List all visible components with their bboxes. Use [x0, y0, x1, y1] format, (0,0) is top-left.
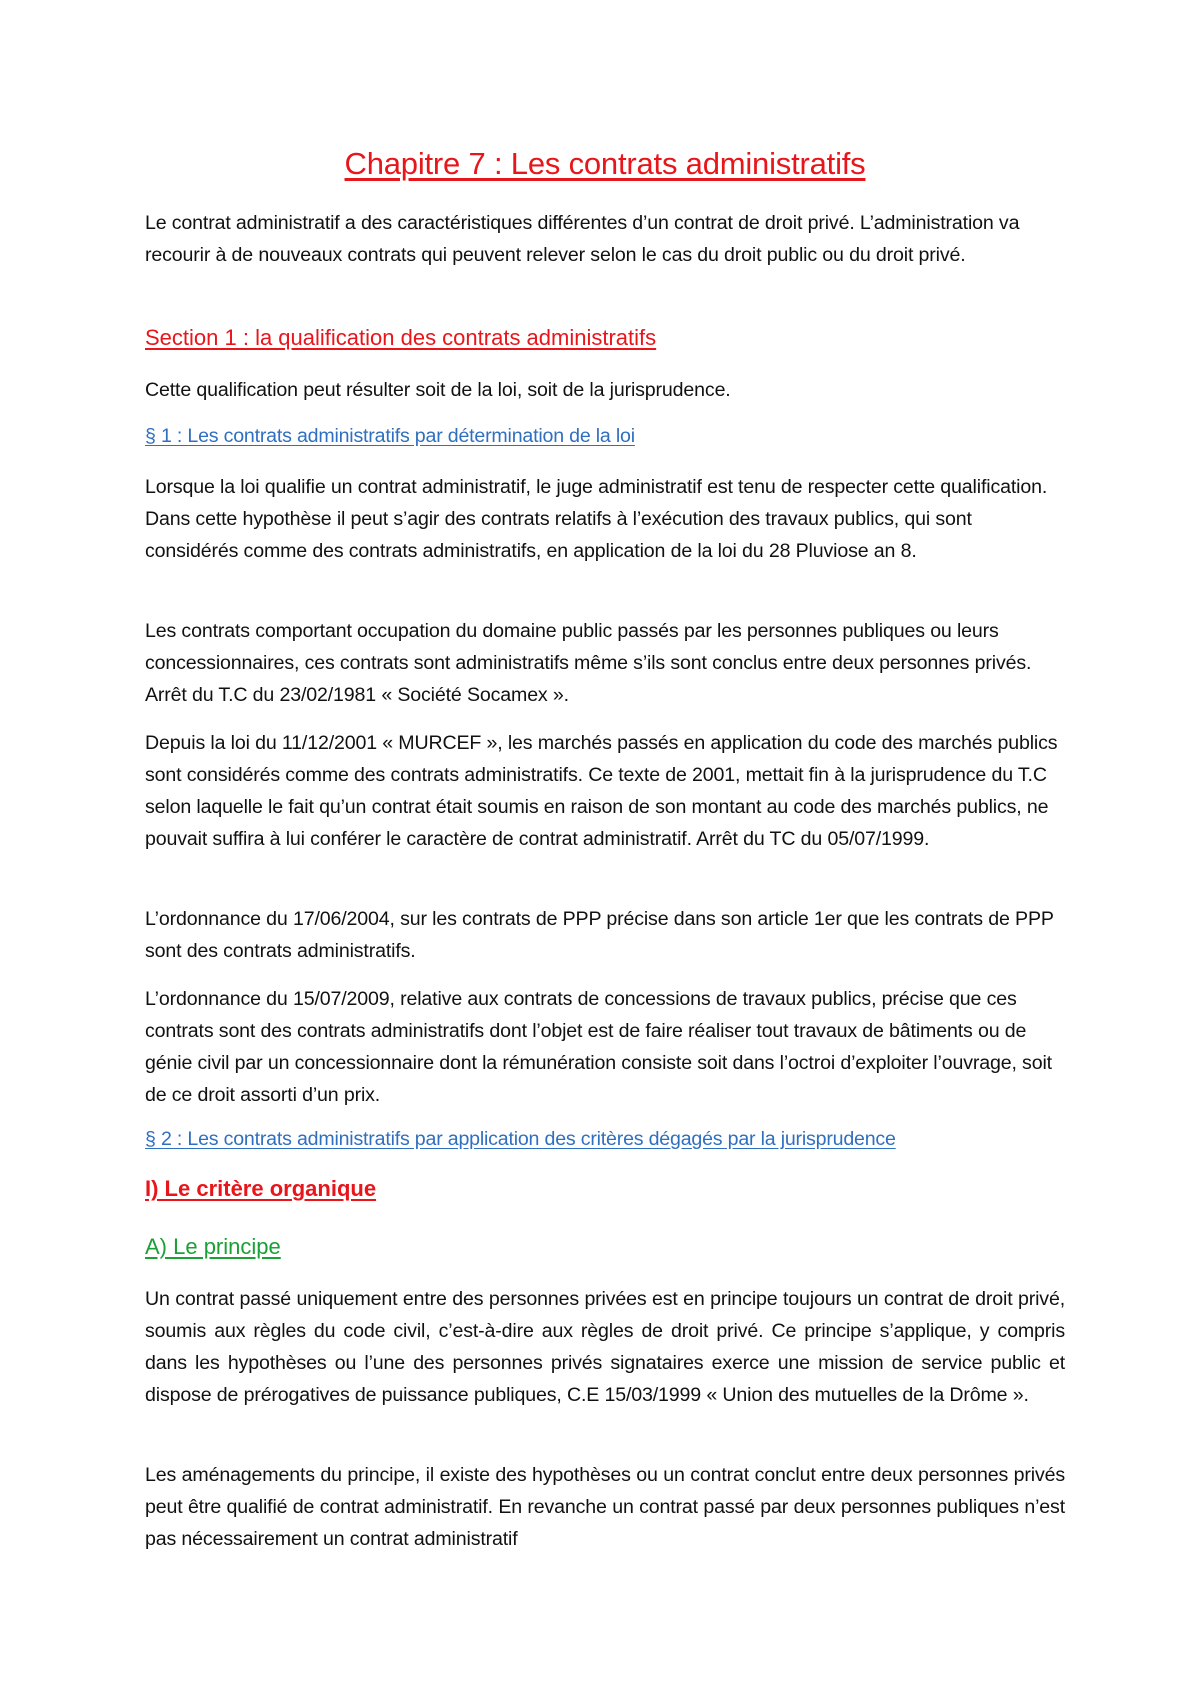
law-paragraph-5: L’ordonnance du 15/07/2009, relative aux contrats de concessions de travaux publics, précise que ces contrats sont des contrats administratifs dont l’objet est de faire réaliser tout travaux de bâtiments ou de génie civil par un concessionnaire dont la rémunération consiste soit dans l’octroi d’exploiter l’ouvrage, soit de ce droit assorti d’un prix. — [145, 988, 1052, 1106]
organic-criterion-heading: I) Le critère organique — [145, 1176, 377, 1201]
principle-paragraph-2: Les aménagements du principe, il existe des hypothèses ou un contrat conclut entre deux personnes privés peut être qualifié de contrat administratif. En revanche un contrat passé par deux personnes publiques n’est pas nécessairement un contrat administratif — [145, 1464, 1065, 1550]
paragraph-1-heading: § 1 : Les contrats administratifs par détermination de la loi — [145, 425, 635, 447]
chapter-title: Chapitre 7 : Les contrats administratifs — [344, 146, 866, 181]
law-paragraph-3: Depuis la loi du 11/12/2001 « MURCEF », les marchés passés en application du code des marchés publics sont considérés comme des contrats administratifs. Ce texte de 2001, mettait fin à la jurisprudence du T.C selon laquelle le fait qu’un contrat était soumis en raison de son montant au code des marchés publics, ne pouvait suffira à lui conférer le caractère de contrat administratif. Arrêt du TC du 05/07/1999. — [145, 732, 1058, 850]
section-1-heading: Section 1 : la qualification des contrats administratifs — [145, 325, 657, 350]
intro-paragraph: Le contrat administratif a des caractéristiques différentes d’un contrat de droit privé. L’administration va recourir à de nouveaux contrats qui peuvent relever selon le cas du droit public ou du droit privé. — [145, 212, 1020, 266]
principle-heading: A) Le principe — [145, 1234, 281, 1259]
principle-paragraph-1: Un contrat passé uniquement entre des personnes privées est en principe toujours un contrat de droit privé, soumis aux règles du code civil, c’est-à-dire aux règles de droit privé. Ce principe s’applique, y compris dans les hypothèses ou l’une des personnes privés signataires exerce une mission de service public et dispose de prérogatives de puissance publiques, C.E 15/03/1999 « Union des mutuelles de la Drôme ». — [145, 1288, 1065, 1406]
law-paragraph-4: L’ordonnance du 17/06/2004, sur les contrats de PPP précise dans son article 1er que les contrats de PPP sont des contrats administratifs. — [145, 908, 1054, 962]
paragraph-2-heading: § 2 : Les contrats administratifs par application des critères dégagés par la jurisprudence — [145, 1128, 896, 1150]
law-paragraph-2: Les contrats comportant occupation du domaine public passés par les personnes publiques ou leurs concessionnaires, ces contrats sont administratifs même s’ils sont conclus entre deux personnes privés. Arrêt du T.C du 23/02/1981 « Société Socamex ». — [145, 620, 1032, 706]
section-1-text: Cette qualification peut résulter soit de la loi, soit de la jurisprudence. — [145, 379, 731, 401]
law-paragraph-1: Lorsque la loi qualifie un contrat administratif, le juge administratif est tenu de respecter cette qualification. Dans cette hypothèse il peut s’agir des contrats relatifs à l’exécution des travaux publics, qui sont considérés comme des contrats administratifs, en application de la loi du 28 Pluviose an 8. — [145, 476, 1048, 562]
